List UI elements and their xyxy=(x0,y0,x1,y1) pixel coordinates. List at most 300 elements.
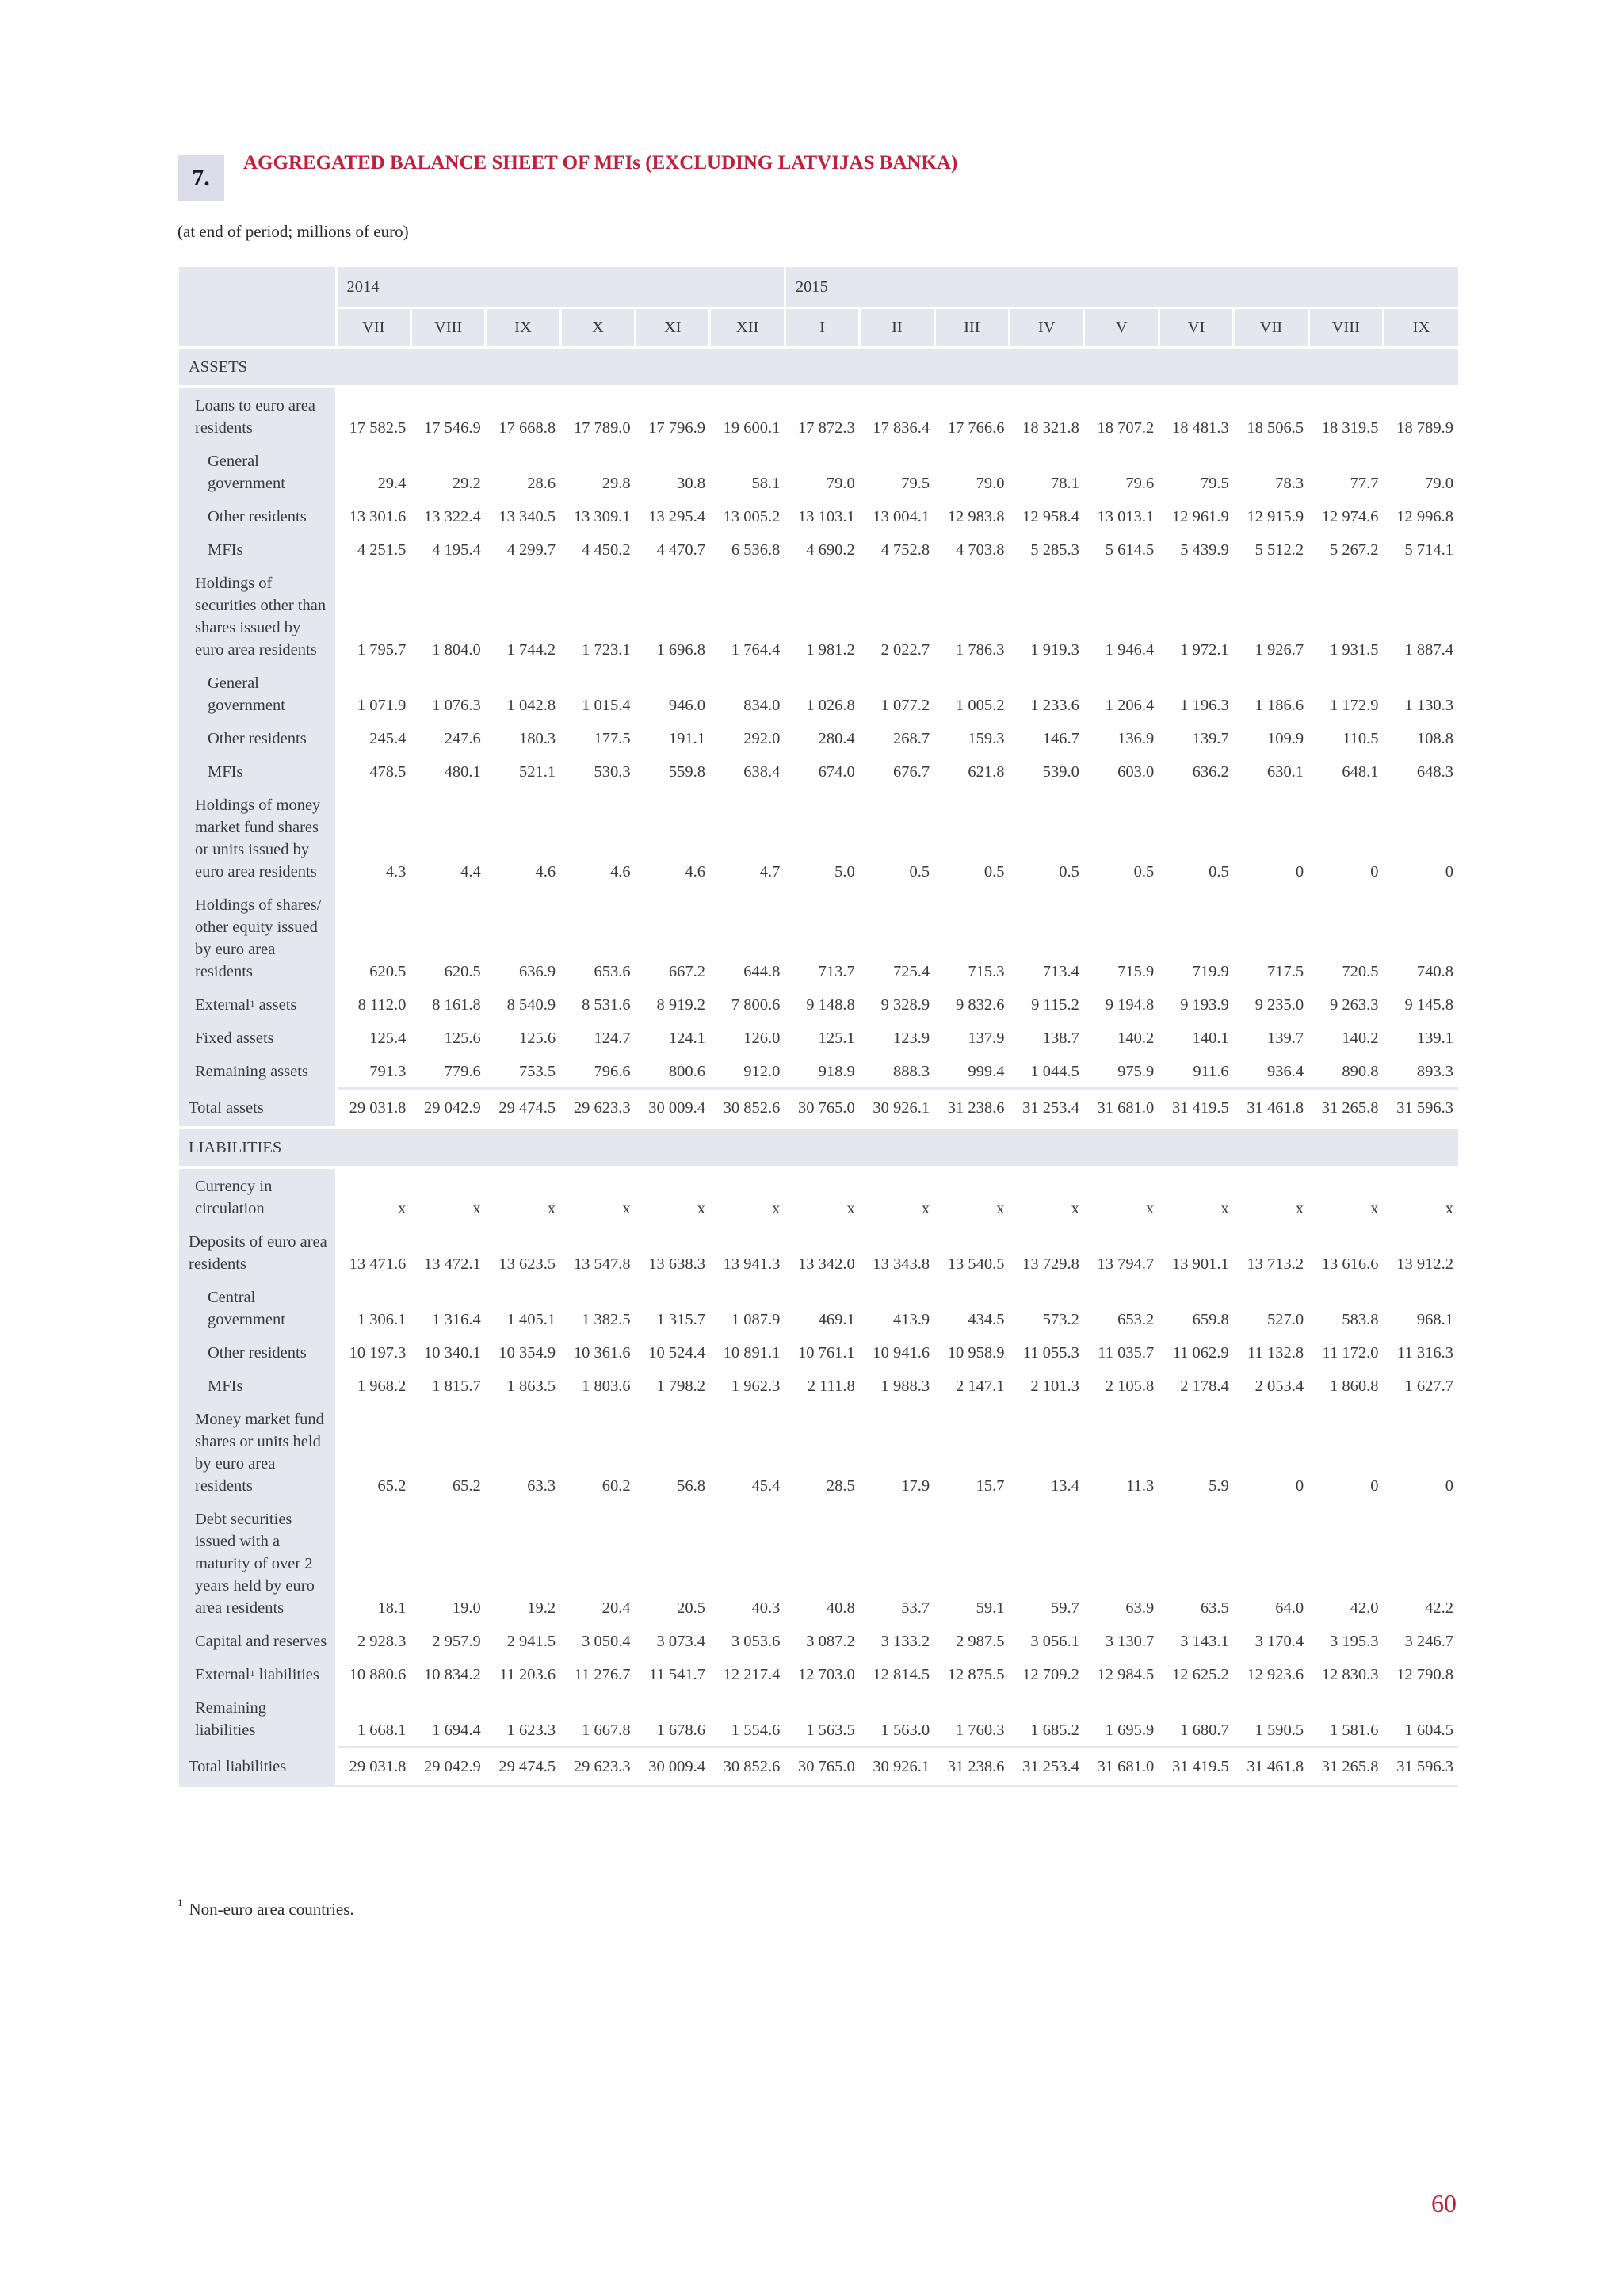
table-cell: 0 xyxy=(1445,1477,1453,1495)
table-cell: 12 915.9 xyxy=(1247,508,1304,525)
table-cell: 4 299.7 xyxy=(506,541,556,559)
table-cell: 12 709.2 xyxy=(1022,1666,1079,1683)
row-label xyxy=(179,666,336,721)
table-cell: 653.6 xyxy=(594,963,631,980)
table-cell: 0 xyxy=(1370,1477,1379,1495)
table-cell: 834.0 xyxy=(743,697,781,714)
table-cell: 13 794.7 xyxy=(1097,1255,1155,1273)
table-cell: 79.6 xyxy=(1125,475,1155,492)
table-cell: 13 340.5 xyxy=(498,508,556,525)
table-cell: 478.5 xyxy=(369,763,407,781)
month-header: VIII xyxy=(411,308,485,348)
month-header: VII xyxy=(1234,308,1308,348)
table-cell: 4.6 xyxy=(609,863,631,881)
table-cell: 63.3 xyxy=(527,1477,556,1495)
table-cell: 11 055.3 xyxy=(1022,1344,1079,1362)
table-cell: x xyxy=(1071,1200,1079,1217)
table-cell: 12 983.8 xyxy=(947,508,1005,525)
row-label-text: General government xyxy=(208,674,285,714)
table-cell: 245.4 xyxy=(369,730,407,747)
table-cell: 1 988.3 xyxy=(880,1377,930,1395)
table-cell: 10 361.6 xyxy=(573,1344,631,1362)
table-row xyxy=(179,1657,1458,1690)
table-cell: 1 804.0 xyxy=(432,641,481,659)
row-label-text: External xyxy=(195,996,250,1014)
table-cell: 1 678.6 xyxy=(656,1721,705,1739)
table-cell: 77.7 xyxy=(1350,475,1379,492)
table-cell: 13 322.4 xyxy=(424,508,481,525)
table-row xyxy=(179,1624,1458,1657)
table-cell: 17 789.0 xyxy=(573,419,631,437)
table-row xyxy=(179,755,1458,788)
table-cell: 9 328.9 xyxy=(880,996,930,1014)
table-cell: 975.9 xyxy=(1117,1063,1155,1080)
table-cell: 0 xyxy=(1295,863,1304,881)
table-cell: 1 627.7 xyxy=(1404,1377,1453,1395)
table-cell: 2 105.8 xyxy=(1105,1377,1155,1395)
row-label-text: Fixed assets xyxy=(195,1030,274,1047)
table-cell: 10 880.6 xyxy=(349,1666,407,1683)
total-cell: 31 265.8 xyxy=(1308,1089,1383,1129)
table-cell: 9 145.8 xyxy=(1404,996,1453,1014)
table-cell: 659.8 xyxy=(1192,1311,1229,1328)
table-cell: x xyxy=(921,1200,930,1217)
table-cell: 42.0 xyxy=(1350,1599,1379,1617)
row-label-text: Holdings of money market fund shares or units issued by euro area residents xyxy=(195,797,321,881)
row-label xyxy=(179,499,336,533)
table-cell: 19 600.1 xyxy=(723,419,781,437)
row-label-text: Other residents xyxy=(208,508,307,525)
table-cell: 11 132.8 xyxy=(1247,1344,1304,1362)
table-cell: 3 195.3 xyxy=(1329,1633,1379,1650)
table-cell: 4 690.2 xyxy=(806,541,855,559)
table-cell: 13 301.6 xyxy=(349,508,407,525)
footnote-text: Non-euro area countries. xyxy=(189,1900,354,1919)
row-label-text: Loans to euro area residents xyxy=(195,397,315,437)
table-cell: 1 590.5 xyxy=(1254,1721,1304,1739)
total-cell: 29 474.5 xyxy=(486,1089,560,1129)
table-cell: 1 563.0 xyxy=(880,1721,930,1739)
table-cell: 530.3 xyxy=(594,763,631,781)
table-cell: 1 786.3 xyxy=(956,641,1005,659)
table-cell: 28.6 xyxy=(527,475,556,492)
row-label xyxy=(179,1502,336,1624)
table-row xyxy=(179,888,1458,988)
total-cell: 30 009.4 xyxy=(636,1089,710,1129)
table-cell: 268.7 xyxy=(893,730,930,747)
row-label-suffix: assets xyxy=(254,996,297,1014)
table-cell: x xyxy=(1220,1200,1229,1217)
table-cell: 13 342.0 xyxy=(797,1255,855,1273)
row-label-text: Remaining liabilities xyxy=(195,1699,266,1739)
table-row xyxy=(179,1502,1458,1624)
table-cell: 527.0 xyxy=(1266,1311,1304,1328)
table-cell: 11 316.3 xyxy=(1397,1344,1453,1362)
table-cell: 2 928.3 xyxy=(357,1633,407,1650)
table-cell: 1 887.4 xyxy=(1404,641,1453,659)
table-cell: 18 321.8 xyxy=(1022,419,1079,437)
total-cell: 31 461.8 xyxy=(1234,1089,1308,1129)
table-cell: 2 053.4 xyxy=(1254,1377,1304,1395)
total-cell: 31 419.5 xyxy=(1159,1089,1233,1129)
table-cell: 8 540.9 xyxy=(506,996,556,1014)
table-cell: 19.0 xyxy=(452,1599,481,1617)
table-cell: 65.2 xyxy=(377,1477,407,1495)
table-cell: 1 962.3 xyxy=(731,1377,781,1395)
table-cell: 9 115.2 xyxy=(1031,996,1079,1014)
table-cell: 1 680.7 xyxy=(1180,1721,1229,1739)
table-cell: 999.4 xyxy=(968,1063,1005,1080)
table-cell: 3 050.4 xyxy=(582,1633,631,1650)
table-cell: 17 836.4 xyxy=(873,419,930,437)
table-cell: 13 540.5 xyxy=(947,1255,1005,1273)
table-cell: 0.5 xyxy=(909,863,930,881)
table-cell: 2 941.5 xyxy=(506,1633,556,1650)
table-cell: 1 130.3 xyxy=(1404,697,1453,714)
row-label xyxy=(179,387,336,444)
table-cell: 79.5 xyxy=(1200,475,1229,492)
row-label xyxy=(179,566,336,666)
table-cell: 1 206.4 xyxy=(1105,697,1155,714)
table-cell: 139.1 xyxy=(1416,1030,1453,1047)
table-subtitle: (at end of period; millions of euro) xyxy=(178,222,409,241)
table-cell: 13 912.2 xyxy=(1396,1255,1453,1273)
table-cell: 11 276.7 xyxy=(574,1666,631,1683)
table-cell: 1 042.8 xyxy=(506,697,556,714)
table-cell: 1 744.2 xyxy=(506,641,556,659)
total-cell: 31 596.3 xyxy=(1383,1089,1458,1129)
year-header: 2015 xyxy=(785,267,1458,308)
table-row xyxy=(179,1335,1458,1369)
table-cell: 79.0 xyxy=(826,475,855,492)
table-cell: 109.9 xyxy=(1266,730,1304,747)
table-cell: 648.1 xyxy=(1342,763,1379,781)
table-cell: 280.4 xyxy=(818,730,855,747)
month-header: VIII xyxy=(1308,308,1383,348)
table-row xyxy=(179,499,1458,533)
total-cell: 30 926.1 xyxy=(860,1748,934,1786)
table-cell: 11 035.7 xyxy=(1098,1344,1155,1362)
total-row xyxy=(179,1748,1458,1786)
table-cell: 1 972.1 xyxy=(1180,641,1229,659)
table-cell: 3 133.2 xyxy=(880,1633,930,1650)
table-cell: 108.8 xyxy=(1416,730,1453,747)
table-cell: 753.5 xyxy=(519,1063,556,1080)
month-header: IV xyxy=(1010,308,1084,348)
table-cell: 11 062.9 xyxy=(1172,1344,1229,1362)
table-cell: 717.5 xyxy=(1266,963,1304,980)
table-cell: 1 172.9 xyxy=(1329,697,1379,714)
table-cell: 63.5 xyxy=(1200,1599,1229,1617)
table-cell: 715.9 xyxy=(1117,963,1155,980)
table-cell: 13 013.1 xyxy=(1097,508,1155,525)
table-cell: 13 004.1 xyxy=(873,508,930,525)
table-cell: 667.2 xyxy=(668,963,705,980)
table-cell: 12 875.5 xyxy=(947,1666,1005,1683)
total-cell: 31 681.0 xyxy=(1084,1748,1159,1786)
table-cell: 20.5 xyxy=(677,1599,705,1617)
table-cell: 146.7 xyxy=(1042,730,1079,747)
table-cell: x xyxy=(1295,1200,1304,1217)
table-row xyxy=(179,1021,1458,1054)
table-cell: 6 536.8 xyxy=(731,541,781,559)
table-cell: 1 696.8 xyxy=(656,641,705,659)
month-header: IX xyxy=(1383,308,1458,348)
total-cell: 30 765.0 xyxy=(785,1089,859,1129)
table-cell: 59.1 xyxy=(976,1599,1005,1617)
table-cell: 13 941.3 xyxy=(723,1255,781,1273)
table-cell: 13 005.2 xyxy=(723,508,781,525)
table-row xyxy=(179,1369,1458,1402)
table-cell: 12 814.5 xyxy=(873,1666,930,1683)
table-cell: 3 056.1 xyxy=(1030,1633,1079,1650)
table-cell: 12 703.0 xyxy=(797,1666,855,1683)
table-cell: 53.7 xyxy=(901,1599,930,1617)
balance-sheet-table xyxy=(179,267,1458,1787)
table-cell: 4 703.8 xyxy=(956,541,1005,559)
table-cell: 17 796.9 xyxy=(648,419,705,437)
table-cell: 0 xyxy=(1445,863,1453,881)
table-cell: 4.6 xyxy=(685,863,705,881)
total-cell: 30 009.4 xyxy=(636,1748,710,1786)
table-cell: 79.0 xyxy=(1425,475,1453,492)
table-cell: 1 623.3 xyxy=(506,1721,556,1739)
table-cell: 5 285.3 xyxy=(1030,541,1079,559)
table-cell: 13 309.1 xyxy=(573,508,631,525)
month-header: XI xyxy=(636,308,710,348)
table-cell: 140.1 xyxy=(1192,1030,1229,1047)
table-cell: 1 087.9 xyxy=(731,1311,781,1328)
table-cell: 5.9 xyxy=(1209,1477,1229,1495)
table-cell: 1 071.9 xyxy=(357,697,407,714)
table-cell: 0.5 xyxy=(1059,863,1079,881)
table-cell: 636.2 xyxy=(1192,763,1229,781)
table-cell: 124.1 xyxy=(668,1030,705,1047)
header-corner xyxy=(179,267,336,347)
total-cell: 31 461.8 xyxy=(1234,1748,1308,1786)
table-cell: 125.1 xyxy=(818,1030,855,1047)
table-cell: 1 931.5 xyxy=(1329,641,1379,659)
table-cell: 17.9 xyxy=(901,1477,930,1495)
table-cell: 11.3 xyxy=(1126,1477,1155,1495)
footnote-ref: 1 xyxy=(250,998,255,1009)
table-cell: 1 315.7 xyxy=(656,1311,705,1328)
table-cell: 10 761.1 xyxy=(797,1344,855,1362)
table-cell: 0.5 xyxy=(1209,863,1229,881)
table-cell: 888.3 xyxy=(893,1063,930,1080)
table-cell: 713.4 xyxy=(1042,963,1079,980)
table-cell: 140.2 xyxy=(1342,1030,1379,1047)
table-cell: 648.3 xyxy=(1416,763,1453,781)
table-cell: 138.7 xyxy=(1042,1030,1079,1047)
table-cell: 644.8 xyxy=(743,963,781,980)
table-cell: 13 295.4 xyxy=(648,508,705,525)
table-cell: 1 668.1 xyxy=(357,1721,407,1739)
table-cell: 1 795.7 xyxy=(357,641,407,659)
table-cell: 740.8 xyxy=(1416,963,1453,980)
table-cell: 13 616.6 xyxy=(1321,1255,1379,1273)
table-cell: 1 581.6 xyxy=(1329,1721,1379,1739)
row-label xyxy=(179,1690,336,1748)
table-cell: 636.9 xyxy=(519,963,556,980)
month-header: XII xyxy=(710,308,785,348)
total-cell: 31 681.0 xyxy=(1084,1089,1159,1129)
row-label xyxy=(179,1054,336,1089)
table-cell: 1 695.9 xyxy=(1105,1721,1155,1739)
table-cell: 2 178.4 xyxy=(1180,1377,1229,1395)
table-cell: 126.0 xyxy=(743,1030,781,1047)
table-cell: 10 834.2 xyxy=(424,1666,481,1683)
table-cell: 621.8 xyxy=(968,763,1005,781)
table-cell: 1 316.4 xyxy=(432,1311,481,1328)
table-row xyxy=(179,1224,1458,1280)
table-cell: 140.2 xyxy=(1117,1030,1155,1047)
table-cell: 13 103.1 xyxy=(797,508,855,525)
total-cell: 29 042.9 xyxy=(411,1089,485,1129)
table-cell: 1 044.5 xyxy=(1030,1063,1079,1080)
table-cell: 3 130.7 xyxy=(1105,1633,1155,1650)
total-cell: 30 852.6 xyxy=(710,1089,785,1129)
table-cell: 137.9 xyxy=(968,1030,1005,1047)
month-header: VI xyxy=(1159,308,1233,348)
year-header: 2014 xyxy=(336,267,785,308)
table-cell: 573.2 xyxy=(1042,1311,1079,1328)
month-header: II xyxy=(860,308,934,348)
table-cell: 1 803.6 xyxy=(582,1377,631,1395)
total-cell: 30 852.6 xyxy=(710,1748,785,1786)
table-cell: 779.6 xyxy=(444,1063,481,1080)
table-cell: 3 246.7 xyxy=(1404,1633,1453,1650)
table-cell: 1 405.1 xyxy=(506,1311,556,1328)
table-cell: 480.1 xyxy=(444,763,481,781)
month-header-row xyxy=(179,308,1458,348)
table-cell: 17 546.9 xyxy=(424,419,481,437)
table-cell: 8 161.8 xyxy=(432,996,481,1014)
table-cell: x xyxy=(996,1200,1005,1217)
footnote-mark: 1 xyxy=(178,1897,183,1908)
month-header: III xyxy=(934,308,1009,348)
table-cell: 1 863.5 xyxy=(506,1377,556,1395)
table-cell: 13 471.6 xyxy=(349,1255,407,1273)
table-cell: 725.4 xyxy=(893,963,930,980)
row-label xyxy=(179,888,336,988)
table-cell: 413.9 xyxy=(893,1311,930,1328)
total-cell: 31 238.6 xyxy=(934,1089,1009,1129)
table-cell: 45.4 xyxy=(751,1477,781,1495)
table-cell: 1 860.8 xyxy=(1329,1377,1379,1395)
table-cell: 10 891.1 xyxy=(723,1344,781,1362)
table-cell: 17 872.3 xyxy=(797,419,855,437)
total-label: Total assets xyxy=(179,1089,336,1129)
table-cell: 890.8 xyxy=(1342,1063,1379,1080)
table-cell: 247.6 xyxy=(444,730,481,747)
table-cell: 2 111.8 xyxy=(807,1377,855,1395)
table-cell: 18 481.3 xyxy=(1171,419,1229,437)
table-cell: 630.1 xyxy=(1266,763,1304,781)
table-cell: 9 263.3 xyxy=(1329,996,1379,1014)
row-label xyxy=(179,788,336,888)
table-row xyxy=(179,566,1458,666)
table-cell: 12 217.4 xyxy=(723,1666,781,1683)
table-cell: 791.3 xyxy=(369,1063,407,1080)
table-cell: 29.2 xyxy=(452,475,481,492)
table-cell: 15.7 xyxy=(976,1477,1005,1495)
table-cell: 12 923.6 xyxy=(1247,1666,1304,1683)
table-cell: 3 143.1 xyxy=(1180,1633,1229,1650)
table-cell: 434.5 xyxy=(968,1311,1005,1328)
table-cell: 10 197.3 xyxy=(349,1344,407,1362)
table-cell: 8 112.0 xyxy=(357,996,407,1014)
table-cell: 3 170.4 xyxy=(1254,1633,1304,1650)
total-cell: 29 474.5 xyxy=(486,1748,560,1786)
row-label-text: Currency in circulation xyxy=(195,1178,273,1217)
month-header: VII xyxy=(336,308,411,348)
total-cell: 30 765.0 xyxy=(785,1748,859,1786)
table-cell: 292.0 xyxy=(743,730,781,747)
table-cell: 1 798.2 xyxy=(656,1377,705,1395)
table-cell: 2 987.5 xyxy=(956,1633,1005,1650)
table-cell: 559.8 xyxy=(668,763,705,781)
table-cell: 674.0 xyxy=(818,763,855,781)
table-cell: 79.5 xyxy=(901,475,930,492)
table-cell: 10 340.1 xyxy=(424,1344,481,1362)
row-label xyxy=(179,1280,336,1335)
row-label-text: Holdings of securities other than shares issued by euro area residents xyxy=(195,575,327,659)
row-label xyxy=(179,1335,336,1369)
table-cell: 58.1 xyxy=(751,475,781,492)
table-cell: 177.5 xyxy=(594,730,631,747)
table-cell: 40.8 xyxy=(826,1599,855,1617)
table-cell: 1 077.2 xyxy=(880,697,930,714)
table-cell: 17 766.6 xyxy=(947,419,1005,437)
table-cell: 59.7 xyxy=(1051,1599,1079,1617)
month-header: IX xyxy=(486,308,560,348)
table-row xyxy=(179,988,1458,1021)
table-cell: 17 668.8 xyxy=(498,419,556,437)
table-cell: x xyxy=(697,1200,705,1217)
row-label-text: Capital and reserves xyxy=(195,1633,327,1650)
table-cell: 946.0 xyxy=(668,697,705,714)
row-label-text: Central government xyxy=(208,1289,285,1328)
table-cell: 1 815.7 xyxy=(432,1377,481,1395)
table-cell: 713.7 xyxy=(818,963,855,980)
table-cell: 0.5 xyxy=(983,863,1005,881)
table-cell: 13.4 xyxy=(1051,1477,1079,1495)
table-cell: 4 752.8 xyxy=(880,541,930,559)
row-label xyxy=(179,1624,336,1657)
table-row xyxy=(179,387,1458,444)
table-cell: 4.6 xyxy=(535,863,556,881)
row-label xyxy=(179,1657,336,1690)
table-cell: 638.4 xyxy=(743,763,781,781)
table-cell: 1 764.4 xyxy=(731,641,781,659)
table-cell: 78.1 xyxy=(1051,475,1079,492)
table-cell: 124.7 xyxy=(594,1030,631,1047)
table-cell: 1 382.5 xyxy=(582,1311,631,1328)
table-cell: 7 800.6 xyxy=(731,996,781,1014)
footnote xyxy=(178,1897,354,1920)
table-cell: 4 195.4 xyxy=(432,541,481,559)
table-cell: 5 267.2 xyxy=(1329,541,1379,559)
table-cell: 110.5 xyxy=(1342,730,1379,747)
total-row xyxy=(179,1089,1458,1129)
table-cell: 2 147.1 xyxy=(956,1377,1005,1395)
table-cell: 12 996.8 xyxy=(1396,508,1453,525)
table-cell: 936.4 xyxy=(1266,1063,1304,1080)
section-heading-row xyxy=(179,347,1458,387)
table-cell: 0 xyxy=(1370,863,1379,881)
table-cell: 4.3 xyxy=(385,863,407,881)
